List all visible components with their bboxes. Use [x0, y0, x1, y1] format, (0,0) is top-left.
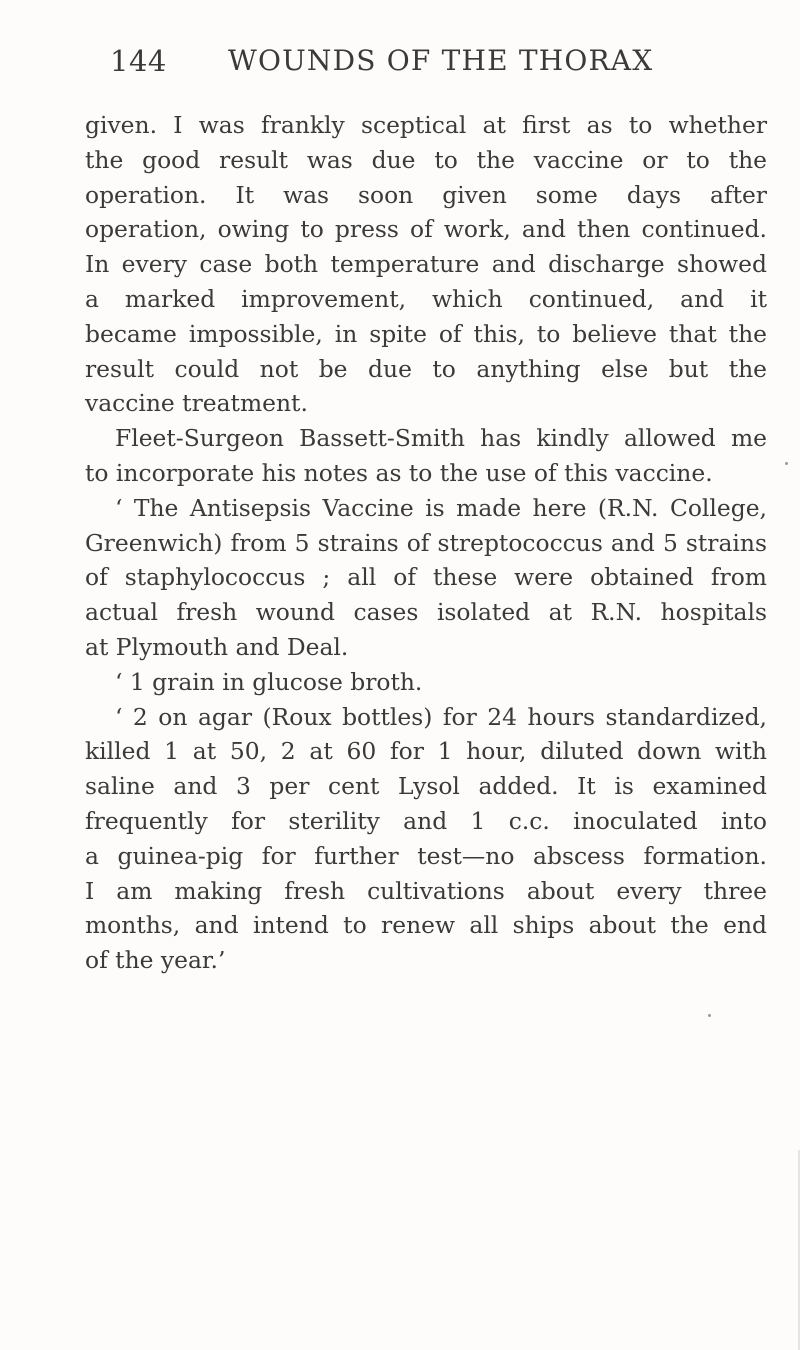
text-line: actual fresh wound cases isolated at R.N. hospitals [85, 598, 767, 627]
text-line: a guinea-pig for further test—no abscess formation. [85, 841, 767, 870]
text-line: operation, owing to press of work, and then continued. [85, 215, 767, 244]
text-line: saline and 3 per cent Lysol added. It is examined [85, 772, 767, 801]
paper-speck [785, 462, 788, 465]
text-line: ‘ The Antisepsis Vaccine is made here (R.N. College, [115, 493, 767, 522]
running-title: WOUNDS OF THE THORAX [228, 44, 654, 77]
text-line: result could not be due to anything else but the [85, 354, 767, 383]
page-header [110, 44, 670, 94]
paper-speck [708, 1014, 711, 1017]
text-line: to incorporate his notes as to the use of this vaccine. [85, 458, 713, 487]
text-line: months, and intend to renew all ships about the end [85, 911, 767, 940]
text-line: frequently for sterility and 1 c.c. inoculated into [85, 806, 767, 835]
text-line: ‘ 2 on agar (Roux bottles) for 24 hours standardized, [115, 702, 767, 731]
text-line: became impossible, in spite of this, to believe that the [85, 319, 767, 348]
text-line: Greenwich) from 5 strains of streptococcus and 5 strains [85, 528, 767, 557]
text-line: the good result was due to the vaccine or to the [85, 145, 767, 174]
text-line: In every case both temperature and discharge showed [85, 250, 767, 279]
text-line: vaccine treatment. [85, 389, 308, 418]
text-line: ‘ 1 grain in glucose broth. [115, 667, 423, 696]
text-line: operation. It was soon given some days after [85, 180, 767, 209]
body-text [85, 108, 767, 978]
page-number: 144 [110, 44, 167, 78]
text-line: of staphylococcus ; all of these were obtained from [85, 563, 767, 592]
text-line: of the year.’ [85, 946, 226, 975]
text-line: given. I was frankly sceptical at first as to whether [85, 111, 767, 139]
text-line: Fleet-Surgeon Bassett-Smith has kindly allowed me [115, 424, 767, 453]
text-line: killed 1 at 50, 2 at 60 for 1 hour, diluted down with [85, 737, 767, 766]
text-line: I am making fresh cultivations about every three [85, 876, 767, 905]
text-line: a marked improvement, which continued, and it [85, 284, 767, 313]
text-line: at Plymouth and Deal. [85, 632, 349, 661]
